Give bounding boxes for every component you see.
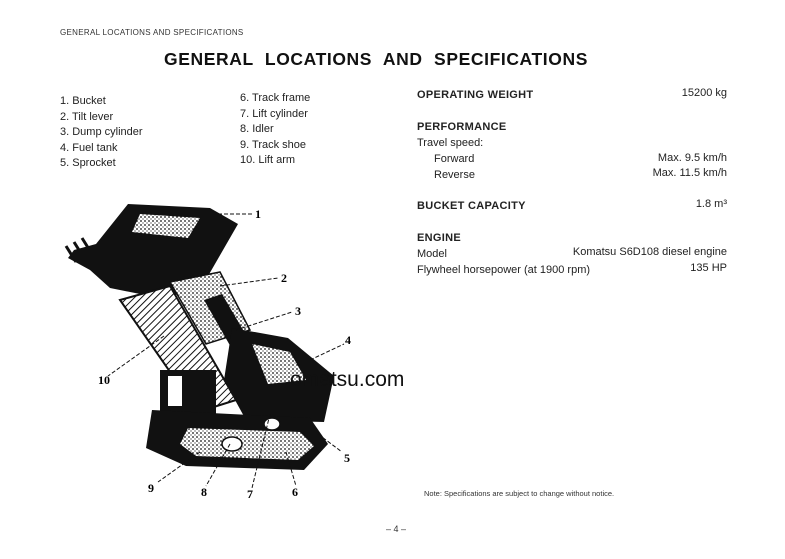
watermark-text: omatsu.com [290, 368, 405, 391]
running-header: GENERAL LOCATIONS AND SPECIFICATIONS [60, 28, 244, 37]
reverse-value: Max. 11.5 km/h [652, 167, 727, 179]
performance-heading: PERFORMANCE [417, 121, 507, 133]
forward-value: Max. 9.5 km/h [657, 152, 727, 164]
engine-model-value: Komatsu S6D108 diesel engine [572, 246, 727, 258]
callout-3: 3 [295, 304, 301, 318]
operating-weight-value: 15200 kg [681, 87, 727, 99]
legend-item: 5. Sprocket [60, 157, 116, 170]
callout-8: 8 [201, 485, 207, 499]
callout-6: 6 [292, 485, 298, 499]
callout-9: 9 [148, 481, 154, 495]
callout-10: 10 [98, 373, 110, 387]
flywheel-hp-value: 135 HP [690, 262, 727, 274]
legend-item: 6. Track frame [240, 92, 311, 104]
callout-7: 7 [247, 487, 253, 501]
bucket-capacity-label: BUCKET CAPACITY [417, 200, 526, 212]
legend-item: 3. Dump cylinder [60, 126, 143, 139]
callout-4: 4 [345, 333, 351, 347]
page-title: GENERAL LOCATIONS AND SPECIFICATIONS [164, 49, 588, 69]
legend-item: 1. Bucket [60, 95, 106, 107]
flywheel-hp-label: Flywheel horsepower (at 1900 rpm) [417, 264, 591, 276]
travel-speed-label: Travel speed: [417, 137, 484, 149]
legend-item: 10. Lift arm [240, 154, 296, 167]
engine-model-label: Model [417, 248, 447, 260]
page-number: – 4 – [386, 524, 407, 534]
legend-item: 8. Idler [240, 123, 274, 136]
callout-5: 5 [344, 451, 350, 465]
legend-item: 4. Fuel tank [60, 141, 118, 154]
forward-label: Forward [434, 153, 475, 165]
reverse-label: Reverse [434, 169, 475, 181]
footnote: Note: Specifications are subject to change without notice. [424, 489, 615, 498]
legend-item: 7. Lift cylinder [240, 107, 308, 120]
callout-2: 2 [281, 271, 287, 285]
operating-weight-label: OPERATING WEIGHT [417, 89, 534, 101]
legend-item: 9. Track shoe [240, 138, 307, 151]
callout-1: 1 [255, 207, 261, 221]
legend-item: 2. Tilt lever [60, 110, 114, 123]
bucket-capacity-value: 1.8 m³ [695, 198, 727, 210]
engine-heading: ENGINE [417, 232, 461, 244]
